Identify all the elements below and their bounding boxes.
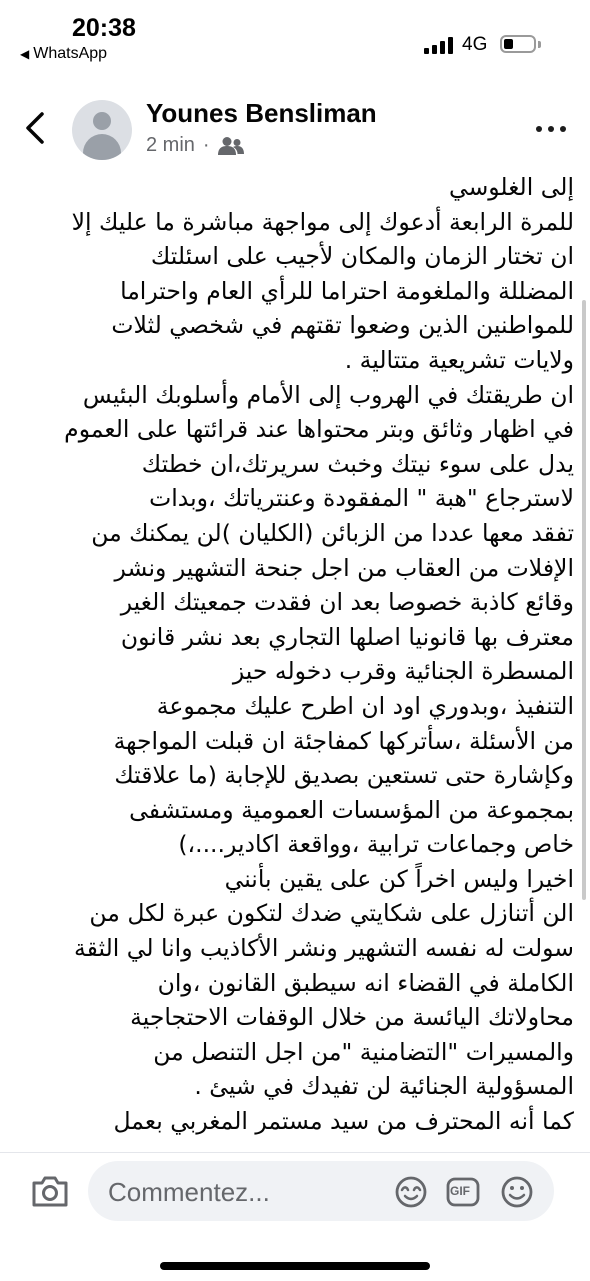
- post-line: للمرة الرابعة أدعوك إلى مواجهة مباشرة ما عليك إلا: [71, 207, 574, 236]
- camera-icon: [30, 1173, 70, 1209]
- friends-icon: [218, 136, 244, 156]
- post-line: محاولاتك اليائسة من خلال الوقفات الاحتجاجية: [130, 1003, 574, 1032]
- post-meta: [146, 134, 244, 157]
- post-header: [0, 90, 590, 170]
- comment-input[interactable]: [88, 1161, 554, 1221]
- post-line: الإفلات من العقاب من اجل جنحة التشهير ونشر: [114, 553, 574, 582]
- post-text: [18, 170, 574, 1165]
- author-name[interactable]: Younes Bensliman: [146, 98, 377, 128]
- back-app-label: WhatsApp: [33, 45, 108, 62]
- more-options-button[interactable]: [536, 126, 572, 136]
- post-line: المسؤولية الجنائية لن تفيدك في شيئ .: [194, 1072, 574, 1101]
- post-line: خاص وجماعات ترابية ،وواقعة اكادير....،): [178, 830, 574, 859]
- home-indicator[interactable]: [160, 1262, 430, 1270]
- back-triangle-icon: ◀: [20, 47, 30, 61]
- post-line: سولت له نفسه التشهير ونشر الأكاذيب وانا لي الثقة: [74, 934, 574, 963]
- post-line: ولايات تشريعية متتالية .: [344, 345, 574, 374]
- post-line: والمسيرات "التضامنية "من اجل التنصل من: [153, 1037, 574, 1066]
- comment-placeholder: Commentez...: [108, 1177, 270, 1207]
- post-line: لاسترجاع "هبة " المفقودة وعنترياتك ،وبدات: [149, 484, 574, 513]
- post-line: إلى الغلوسي: [449, 173, 574, 201]
- separator-dot: ·: [202, 134, 210, 156]
- signal-icon: [424, 36, 454, 54]
- post-line: اخيرا وليس اخراً كن على يقين بأنني: [224, 864, 574, 893]
- avatar-sticker-button[interactable]: [394, 1175, 428, 1209]
- post-line: الكاملة في القضاء انه سيطبق القانون ،وان: [157, 968, 574, 997]
- post-line: وقائع كاذبة خصوصا بعد ان فقدت جمعيتك الغير: [120, 588, 574, 617]
- gif-label: GIF: [450, 1184, 470, 1198]
- post-line: المسطرة الجنائية وقرب دخوله حيز: [232, 657, 574, 686]
- avatar-sticker-icon: [394, 1175, 428, 1209]
- status-time: 20:38: [72, 14, 136, 42]
- post-line: يدل على سوء نيتك وخبث سريرتك،ان خطتك: [141, 449, 574, 478]
- emoji-icon: [500, 1175, 534, 1209]
- camera-button[interactable]: [30, 1173, 70, 1209]
- post-line: بمجموعة من المؤسسات العمومية ومستشفى: [129, 795, 574, 824]
- battery-cap: [538, 41, 541, 48]
- post-line: ان تختار الزمان والمكان لأجيب على اسئلتك: [150, 242, 574, 271]
- battery-icon: [500, 35, 536, 53]
- emoji-button[interactable]: [500, 1175, 534, 1209]
- network-type: 4G: [462, 34, 488, 55]
- post-line: تفقد معها عددا من الزبائن (الكليان )لن يمكنك من: [91, 518, 574, 547]
- post-line: كما أنه المحترف من سيد مستمر المغربي بعمل: [113, 1107, 574, 1136]
- post-line: من الأسئلة ،سأتركها كمفاجئة ان قبلت المواجهة: [113, 726, 574, 755]
- status-bar: [0, 0, 590, 74]
- back-to-app-link[interactable]: [20, 45, 107, 63]
- avatar[interactable]: [72, 100, 132, 160]
- post-line: للمواطنين الذين وضعوا تقتهم في شخصي لثلات: [111, 311, 574, 340]
- chevron-left-icon: [18, 108, 54, 148]
- post-time: 2 min: [146, 134, 195, 156]
- post-line: التنفيذ ،وبدوري اود ان اطرح عليك مجموعة: [156, 691, 574, 720]
- post-line: في اظهار وثائق وبتر محتواها عند قرائتها على العموم: [64, 415, 574, 444]
- post-line: وكإشارة حتى تستعين بصديق للإجابة (ما علاقتك: [114, 761, 574, 790]
- scrollbar[interactable]: [582, 300, 586, 900]
- back-button[interactable]: [18, 108, 54, 148]
- post-line: معترف بها قانونيا اصلها التجاري بعد نشر قانون: [120, 622, 574, 651]
- post-line: المضللة والملغومة احتراما للرأي العام واحتراما: [120, 276, 574, 305]
- gif-button[interactable]: [446, 1175, 480, 1209]
- post-line: ان طريقتك في الهروب إلى الأمام وأسلوبك البئيس: [82, 380, 574, 409]
- post-line: الن أتنازل على شكايتي ضدك لتكون عبرة لكل من: [89, 899, 574, 928]
